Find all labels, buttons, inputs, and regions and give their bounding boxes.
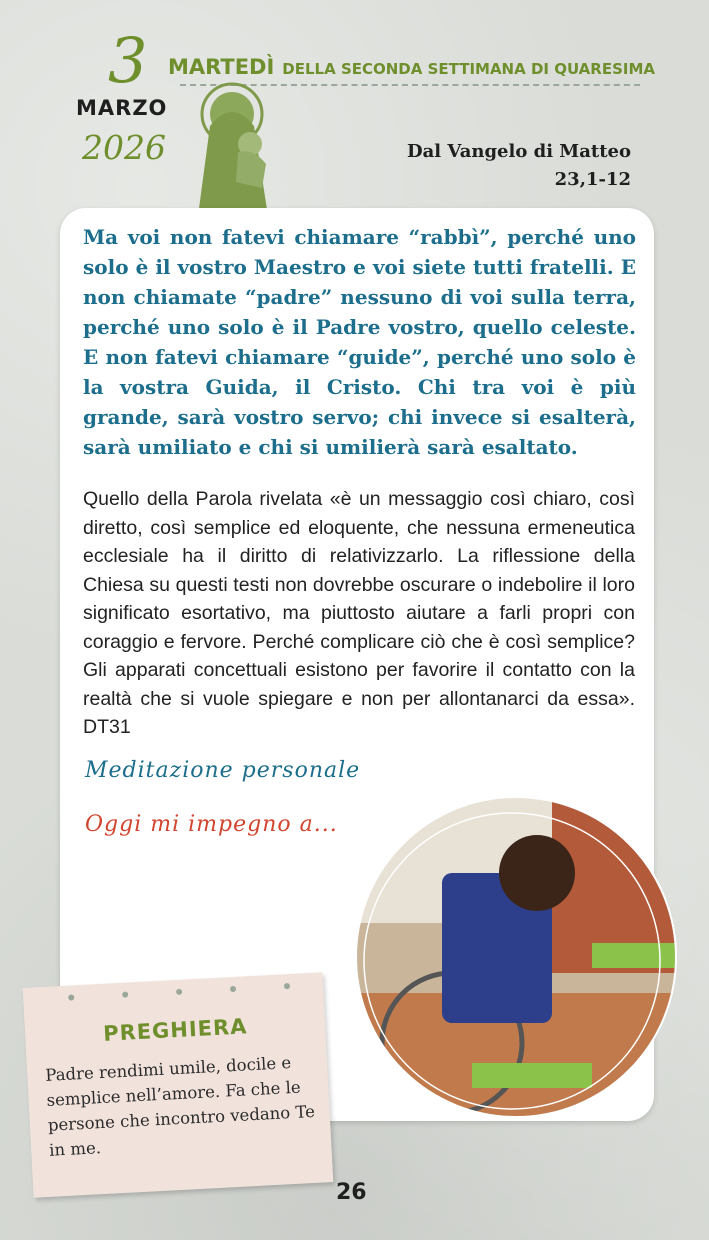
- date-day: 3: [108, 24, 148, 97]
- prayer-text: Padre rendimi umile, docile e semplice nell’amore. Fa che le persone che incontro vedano Te in me.: [44, 1053, 316, 1160]
- liturgical-subtitle: DELLA SECONDA SETTIMANA DI QUARESIMA: [282, 60, 655, 78]
- commentary-text: Quello della Parola rivelata «è un messaggio così chiaro, così diretto, così semplice ed eloquente, che nessuna ermeneutica ecclesiale ha il diritto di relativizzarlo. La riflessione della Chiesa su questi testi non dovrebbe oscurare o indebolire il loro significato esortativo, ma piuttosto aiutare a farli propri con coraggio e fervore. Perché complicare ciò che è così semplice? Gli apparati concettuali esistono per favorire il contatto con la realtà che si vuole spiegare e non per allontanarci da essa». DT31: [83, 488, 635, 738]
- page-header: [0, 0, 709, 215]
- child-wheelchair-photo: [352, 793, 680, 1121]
- prayer-note: [23, 972, 334, 1197]
- liturgical-title: [168, 55, 655, 79]
- prayer-title: PREGHIERA: [102, 1014, 248, 1046]
- weekday: MARTEDÌ: [168, 55, 275, 79]
- gospel-reference: [407, 138, 631, 194]
- madonna-icon: [188, 78, 296, 216]
- page-number: 26: [336, 1180, 367, 1205]
- date-year: 2026: [82, 128, 166, 167]
- date-month: MARZO: [76, 96, 168, 120]
- note-punch-holes: [63, 980, 293, 1004]
- meditation-label: Meditazione personale: [85, 758, 361, 783]
- gospel-source: Dal Vangelo di Matteo: [407, 141, 631, 162]
- gospel-passage: Ma voi non fatevi chiamare “rabbì”, perché uno solo è il vostro Maestro e voi siete tutti fratelli. E non chiamate “padre” nessuno di voi sulla terra, perché uno solo è il Padre vostro, quello celeste. E non fatevi chiamare “guide”, perché uno solo è la vostra Guida, il Cristo. Chi tra voi è più grande, sarà vostro servo; chi invece si esalterà, sarà umiliato e chi si umilierà sarà esaltato.: [83, 225, 636, 459]
- commitment-label: Oggi mi impegno a...: [85, 812, 338, 837]
- gospel-chapter-verse: 23,1-12: [554, 169, 631, 190]
